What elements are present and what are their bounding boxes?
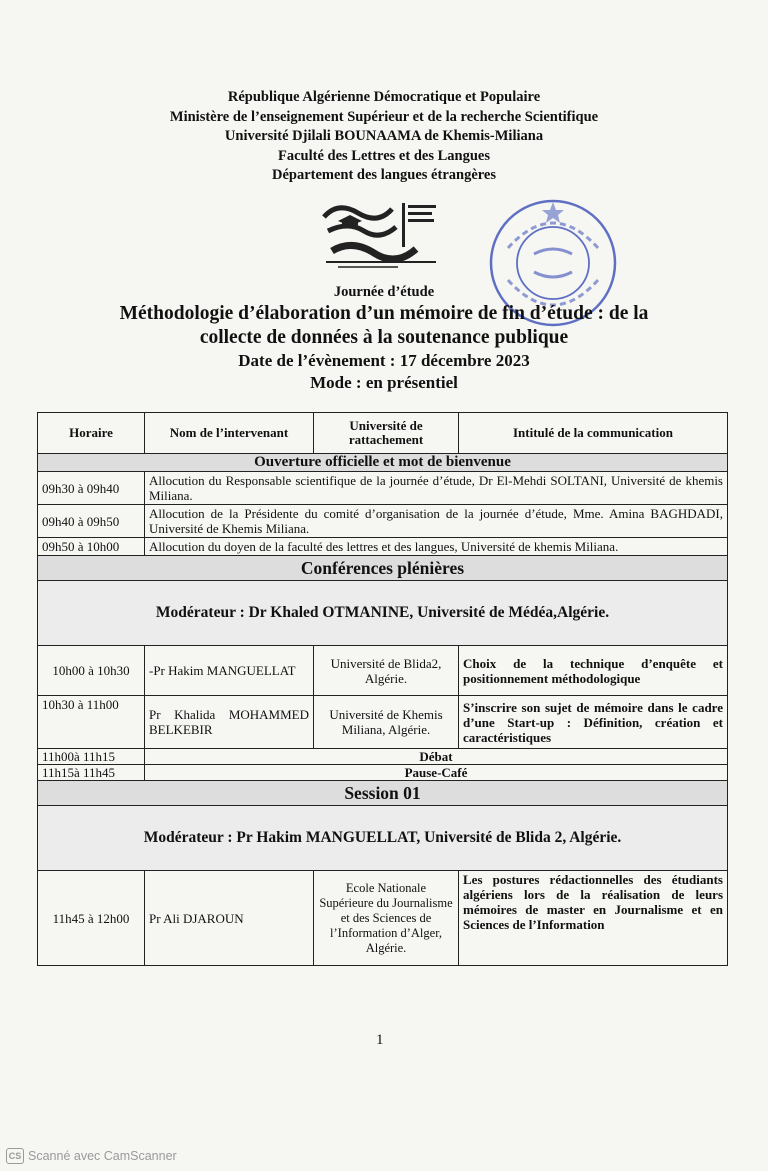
table-row — [38, 646, 728, 696]
row-time: 09h40 à 09h50 — [38, 505, 145, 538]
header-line-republic: République Algérienne Démocratique et Populaire — [227, 89, 541, 105]
row-speaker: Pr Khalida MOHAMMED BELKEBIR — [145, 696, 314, 749]
row-speaker: -Pr Hakim MANGUELLAT — [145, 646, 314, 696]
table-row — [38, 538, 728, 556]
debate-label: Débat — [145, 749, 728, 765]
table-header-row — [38, 413, 728, 454]
university-logo — [318, 195, 440, 273]
row-time: 11h00à 11h15 — [38, 749, 145, 765]
section-title: Conférences plénières — [38, 556, 728, 581]
scanner-text: Scanné avec CamScanner — [28, 1149, 177, 1163]
header-universite: Université de rattachement — [314, 413, 459, 454]
header-intervenant: Nom de l’intervenant — [145, 413, 314, 454]
row-title: S’inscrire son sujet de mémoire dans le cadre d’une Start-up : Définition, création et caractéristiques — [459, 696, 728, 749]
row-time: 09h30 à 09h40 — [38, 472, 145, 505]
header-line-department: Département des langues étrangères — [271, 167, 497, 183]
moderator-row-2 — [38, 806, 728, 871]
document-header — [0, 88, 768, 186]
program-table — [37, 412, 728, 966]
scanner-footer — [6, 1148, 177, 1164]
header-line-ministry: Ministère de l’enseignement Supérieur et de la recherche Scientifique — [169, 108, 599, 125]
row-university: Ecole Nationale Supérieure du Journalisme et des Sciences de l’Information d’Alger, Algérie. — [314, 871, 459, 966]
header-line-university: Université Djilali BOUNAAMA de Khemis-Miliana — [224, 128, 544, 144]
header-line-faculty: Faculté des Lettres et des Langues — [278, 147, 490, 164]
row-time: 09h50 à 10h00 — [38, 538, 145, 556]
event-title-line-1: Méthodologie d’élaboration d’un mémoire de fin d’étude : de la — [119, 303, 649, 324]
camscanner-icon: CS — [6, 1148, 24, 1164]
header-intitule: Intitulé de la communication — [459, 413, 728, 454]
row-speaker: Pr Ali DJAROUN — [145, 871, 314, 966]
section-opening — [38, 454, 728, 472]
header-horaire: Horaire — [38, 413, 145, 454]
table-row — [38, 871, 728, 966]
pause-label: Pause-Café — [145, 765, 728, 781]
table-row — [38, 696, 728, 749]
table-row — [38, 505, 728, 538]
row-university: Université de Khemis Miliana, Algérie. — [314, 696, 459, 749]
event-label: Journée d’étude — [333, 284, 435, 300]
row-description: Allocution du Responsable scientifique de la journée d’étude, Dr El-Mehdi SOLTANI, Université de khemis Miliana. — [145, 472, 728, 505]
row-description: Allocution du doyen de la faculté des lettres et des langues, Université de khemis Miliana. — [145, 538, 728, 556]
row-time: 11h45 à 12h00 — [38, 871, 145, 966]
row-time: 10h30 à 11h00 — [38, 696, 145, 749]
row-description: Allocution de la Présidente du comité d’organisation de la journée d’étude, Mme. Amina BAGHDADI, Université de Khemis Miliana. — [145, 505, 728, 538]
row-university: Université de Blida2, Algérie. — [314, 646, 459, 696]
row-time: 11h15à 11h45 — [38, 765, 145, 781]
event-title-line-2: collecte de données à la soutenance publique — [199, 327, 569, 348]
row-title: Les postures rédactionnelles des étudiants algériens lors de la réalisation de leurs mémoires de master en Journalisme et en Sciences de l’Information — [459, 871, 728, 966]
section-plenary — [38, 556, 728, 581]
event-mode: Mode : en présentiel — [310, 373, 458, 392]
moderator-text: Modérateur : Pr Hakim MANGUELLAT, Université de Blida 2, Algérie. — [38, 806, 728, 871]
section-title: Session 01 — [38, 781, 728, 806]
page-number: 1 — [376, 1032, 384, 1048]
event-date: Date de l’évènement : 17 décembre 2023 — [238, 351, 530, 370]
debate-row — [38, 749, 728, 765]
pause-row — [38, 765, 728, 781]
row-title: Choix de la technique d’enquête et positionnement méthodologique — [459, 646, 728, 696]
table-row — [38, 472, 728, 505]
section-title: Ouverture officielle et mot de bienvenue — [38, 454, 728, 472]
row-time: 10h00 à 10h30 — [38, 646, 145, 696]
moderator-row-1 — [38, 581, 728, 646]
section-session-01 — [38, 781, 728, 806]
moderator-text: Modérateur : Dr Khaled OTMANINE, Université de Médéa,Algérie. — [38, 581, 728, 646]
event-block — [0, 282, 768, 394]
